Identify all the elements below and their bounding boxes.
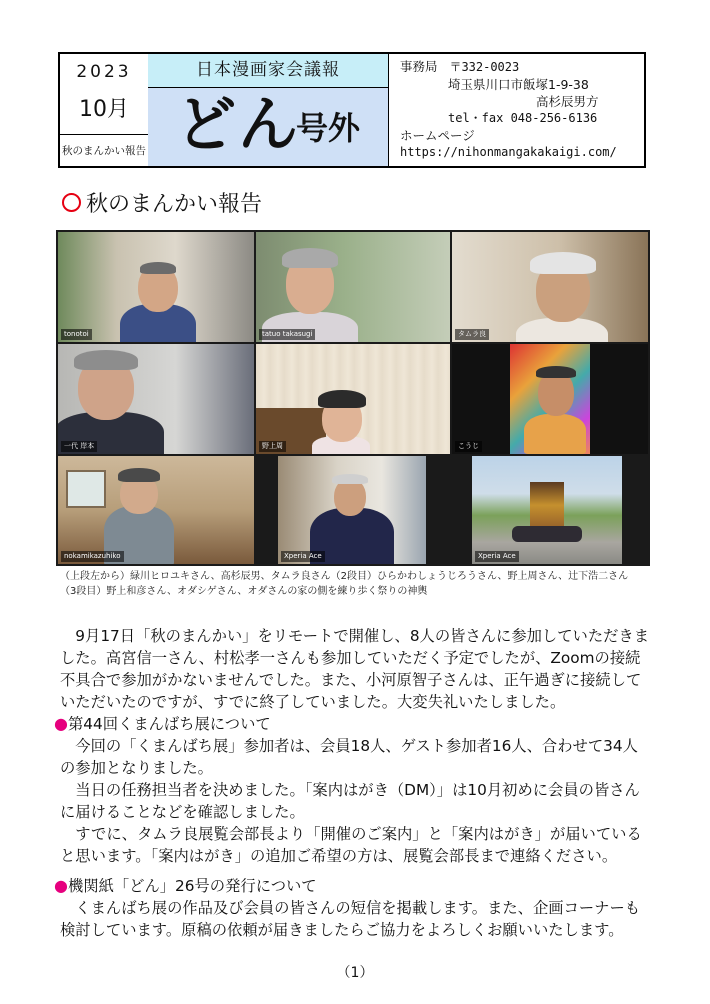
section-title-text: 秋のまんかい報告 <box>86 192 263 217</box>
issue-year: 2023 <box>76 62 132 82</box>
office-label: 事務局 <box>400 59 438 74</box>
red-circle-icon <box>62 193 81 212</box>
section-title <box>62 190 262 220</box>
caption-line: （上段左から）緑川ヒロユキさん、高杉辰男、タムラ良さん（2段目）ひらかわしょうじろうさん、野上周さん、辻下浩二さん <box>60 571 629 582</box>
participant-tile <box>58 232 254 342</box>
participant-name: nokamikazuhiko <box>61 551 124 562</box>
participant-name: こうじ <box>455 441 482 452</box>
section-heading-text: 機関紙「どん」26号の発行について <box>67 877 317 895</box>
participant-tile <box>58 456 254 564</box>
title-block <box>148 54 389 166</box>
tel-fax: tel・fax 048-256-6136 <box>448 111 598 125</box>
section-heading <box>54 875 317 897</box>
issue-date-box <box>60 54 149 166</box>
participant-tile <box>278 456 426 564</box>
participant-name: 一代 岸本 <box>61 441 97 452</box>
participant-name: tatuo takasugi <box>259 329 315 340</box>
contact-name: 高杉辰男方 <box>536 94 599 109</box>
publisher-name: 日本漫画家会議報 <box>148 54 388 88</box>
paragraph: 当日の任務担当者を決めました。「案内はがき（DM）」は10月初めに会員の皆さんに届けることなどを確認しました。 <box>60 781 640 821</box>
intro-paragraph: 9月17日「秋のまんかい」をリモートで開催し、8人の皆さんに参加していただきました。高宮信一さん、村松孝一さんも参加していただく予定でしたが、Zoomの接続不具合で参加がかないませんでした。また、小河原智子さんは、正午過ぎに接続していただいたのですが、すでに終了していました。大変失礼いたしました。 <box>60 627 650 711</box>
section-body <box>60 897 650 941</box>
participant-name: 野上周 <box>259 441 286 452</box>
page-number: （1） <box>336 965 374 981</box>
photo-caption <box>60 569 660 599</box>
bullet-dot-icon: ● <box>54 876 68 895</box>
issue-month: 10月 <box>79 97 129 122</box>
window <box>66 470 106 508</box>
paragraph: くまんばち展の作品及び会員の皆さんの短信を掲載します。また、企画コーナーも検討しています。原稿の依頼が届きましたらご協力をよろしくお願いいたします。 <box>60 899 641 939</box>
newsletter-title: どん <box>176 90 300 160</box>
participant-name: タムラ良 <box>455 329 489 340</box>
participant-tile <box>58 344 254 454</box>
address: 埼玉県川口市飯塚1-9-38 <box>448 77 589 92</box>
zoom-screenshot <box>56 230 650 566</box>
office-info <box>400 58 640 161</box>
participant-tile <box>452 344 648 454</box>
participant-tile <box>452 232 648 342</box>
participant-tile <box>256 232 450 342</box>
participant-tile <box>472 456 622 564</box>
office-line <box>400 58 640 76</box>
homepage-label: ホームページ <box>400 128 475 143</box>
caption-line: （3段目）野上和彦さん、オダシゲさん、オダさんの家の側を練り歩く祭りの神輿 <box>60 586 428 597</box>
participant-name: Xperia Ace <box>475 551 519 562</box>
masthead <box>58 52 646 168</box>
crowd <box>512 526 582 542</box>
title-box <box>148 88 388 166</box>
paragraph: すでに、タムラ良展覧会部長より「開催のご案内」と「案内はがき」が届いていると思います。「案内はがき」の追加ご希望の方は、展覧会部長まで連絡ください。 <box>60 825 642 865</box>
participant-name: Xperia Ace <box>281 551 325 562</box>
section-heading-text: 第44回くまんばち展について <box>67 715 271 733</box>
extra-edition-label: 号外 <box>296 109 361 147</box>
section-body <box>60 735 650 867</box>
section-heading <box>54 713 271 735</box>
participant-tile <box>256 344 450 454</box>
bullet-dot-icon: ● <box>54 714 68 733</box>
homepage-url[interactable]: https://nihonmangakakaigi.com/ <box>400 145 617 159</box>
paragraph: 今回の「くまんばち展」参加者は、会員18人、ゲスト参加者16人、合わせて34人の参加となりました。 <box>60 737 638 777</box>
participant-name: tonotoi <box>61 329 92 340</box>
issue-subtitle: 秋のまんかい報告 <box>60 134 148 167</box>
postal-code: 〒332-0023 <box>449 60 520 74</box>
